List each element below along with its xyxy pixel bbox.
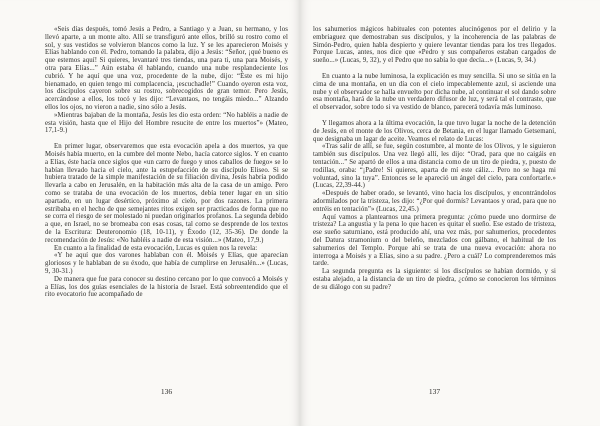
paragraph: «Tras salir de allí, se fue, según costumbre, al monte de los Olivos, y le siguieron también sus discípulos. Una vez llegó allí, les dijo: “Orad, para que no caigáis en tentación...” Se apartó de ellos a una distancia como de un tiro de piedra, y, puesto de rodillas, oraba: “¡Padre! Si quieres, aparta de mí este cáliz... Pero no se haga mi voluntad, sino la tuya”. Entonces se le apareció un ángel del cielo, para confortarle.» (Lucas, 22,39-44.)	[313, 143, 556, 190]
paragraph: «Seis días después, tomó Jesús a Pedro, a Santiago y a Juan, su hermano, y los llevó aparte, a un monte alto. Allí se transfiguró ante ellos, brilló su rostro como el sol, y sus vestidos se volvieron blancos como la luz. Y se les aparecieron Moisés y Elías hablando con él. Pedro, tomando la palabra, dijo a Jesús: “Señor, ¡qué bueno es que estemos aquí! Si quieres, levantaré tres tiendas, una para ti, una para Moisés, y otra para Elías...” Aún estaba él hablando, cuando una nube resplandeciente los cubrió. Y he aquí que una voz, procedente de la nube, dijo: “Éste es mi hijo bienamado, en quien tengo mi complacencia, ¡escuchadle!” Cuando oyeron esta voz, los discípulos cayeron sobre su rostro, sobrecogidos de gran temor. Pero Jesús, acercándose a ellos, los tocó y les dijo: “Levantaos, no tengáis miedo...” Alzando ellos los ojos, no vieron a nadie, sino sólo a Jesús.	[45, 26, 288, 111]
paragraph: En primer lugar, observaremos que esta evocación apela a dos muertos, ya que Moisés había muerto, en la cumbre del monte Nebo, hacía catorce siglos. Y en cuanto a Elías, éste hacía once siglos que «un carro de fuego y unos caballos de fuego» se lo habían llevado hacia el cielo, ante la estupefacción de su discípulo Eliseo. Si se hubiera tratado de la simple manifestación de su filiación divina, Jesús habría podido llevarla a cabo en Jerusalén, en la habitación más alta de la casa de un amigo. Pero como se trataba de una evocación de los muertos, debía tener lugar en un sitio apartado, en un lugar desértico, próximo al cielo, por dos razones. La primera estribaba en el hecho de que semejantes ritos exigen ser practicados de forma que no se corra el riesgo de ser molestado ni puedan originarlos profanos. La segunda debido a que, en Israel, no se bromeaba con esas cosas, tal como se desprende de los textos de la Escritura: Deuteronomio (18, 10-11), y Éxodo (12, 35-36). De donde la recomendación de Jesús: «No habléis a nadie de esta visión...» (Mateo, 17,9.)	[45, 143, 288, 244]
paragraph: Aquí vamos a plantearnos una primera pregunta: ¿cómo puede uno dormirse de tristeza? La angustia y la pena lo que hacen es quitar el sueño. Ese estado de tristeza, ese sueño saturniano, está producido ahí, una vez más, por sahumerios, procedentes del Datura stramonium o del beleño, mezclados con gálbano, el habitual de los sahumerios del Templo. Porque ahí se trata de una nueva evocación: ahora no interroga a Moisés y a Elías, sino a su padre. ¿Pero a cuál? Lo comprenderemos más tarde.	[313, 213, 556, 268]
paragraph: «Y he aquí que dos varones hablaban con él. Moisés y Elías, que aparecían gloriosos y le hablaban de su éxodo, que había de cumplirse en Jerusalén...» (Lucas, 9, 30-31.)	[45, 252, 288, 275]
paragraph: De manera que fue para conocer su destino cercano por lo que convocó a Moisés y a Elías, los dos guías esenciales de la historia de Israel. Está sobreentendido que el rito evocatorio fue acompañado de	[45, 275, 288, 299]
paragraph: »Mientras bajaban de la montaña, Jesús les dio esta orden: “No habléis a nadie de esta visión, hasta que el Hijo del Hombre resucite de entre los muertos”» (Mateo, 17,1-9.)	[45, 111, 288, 135]
paragraph: «Después de haber orado, se levantó, vino hacia los discípulos, y encontrándolos adormilados por la tristeza, les dijo: “¿Por qué dormís? Levantaos y orad, para que no entréis en tentación”» (Lucas, 22,45.)	[313, 190, 556, 213]
paragraph: La segunda pregunta es la siguiente: si los discípulos se habían dormido, y si estaba alejado, a la distancia de un tiro de piedra, ¿cómo se conocieron los términos de su diálogo con su padre?	[313, 268, 556, 291]
page-left-text	[45, 26, 288, 299]
paragraph: Y llegamos ahora a la última evocación, la que tuvo lugar la noche de la detención de Jesús, en el monte de los Olivos, cerca de Betania, en el lugar llamado Getsemaní, que designaba un lagar de aceite. Veamos el relato de Lucas:	[313, 119, 556, 143]
paragraph: En cuanto a la nube luminosa, la explicación es muy sencilla. Si uno se sitúa en la cima de una montaña, en un día con el cielo impecablemente azul, si asciende una nube y el observador se halla envuelto por dicha nube, al continuar el sol dando sobre esa montaña, hará de la nube un verdadero difusor de luz, y será tal el contraste, que el observador, sobre todo si va vestido de blanco, parecerá todavía más luminoso.	[313, 72, 556, 112]
page-number-left: 136	[160, 387, 173, 396]
page-number-right: 137	[428, 387, 441, 396]
page-right	[300, 0, 600, 426]
paragraph: En cuanto a la finalidad de esta evocación, Lucas es quien nos la revela:	[54, 244, 258, 252]
page-right-text	[313, 26, 556, 292]
paragraph: los sahumerios mágicos habituales con potentes alucinógenos por el delirio y la embriaguez que demostraban sus discípulos, y la incoherencia de las palabras de Simón-Pedro, quien habla despierto y quiere levantar tiendas para los tres llegados. Porque Lucas, antes, nos dice que «Pedro y sus compañeros estaban cargados de sueño...» (Lucas, 9, 32), y el Pedro que no sabía lo que decía...» (Lucas, 9, 34.)	[313, 26, 556, 65]
